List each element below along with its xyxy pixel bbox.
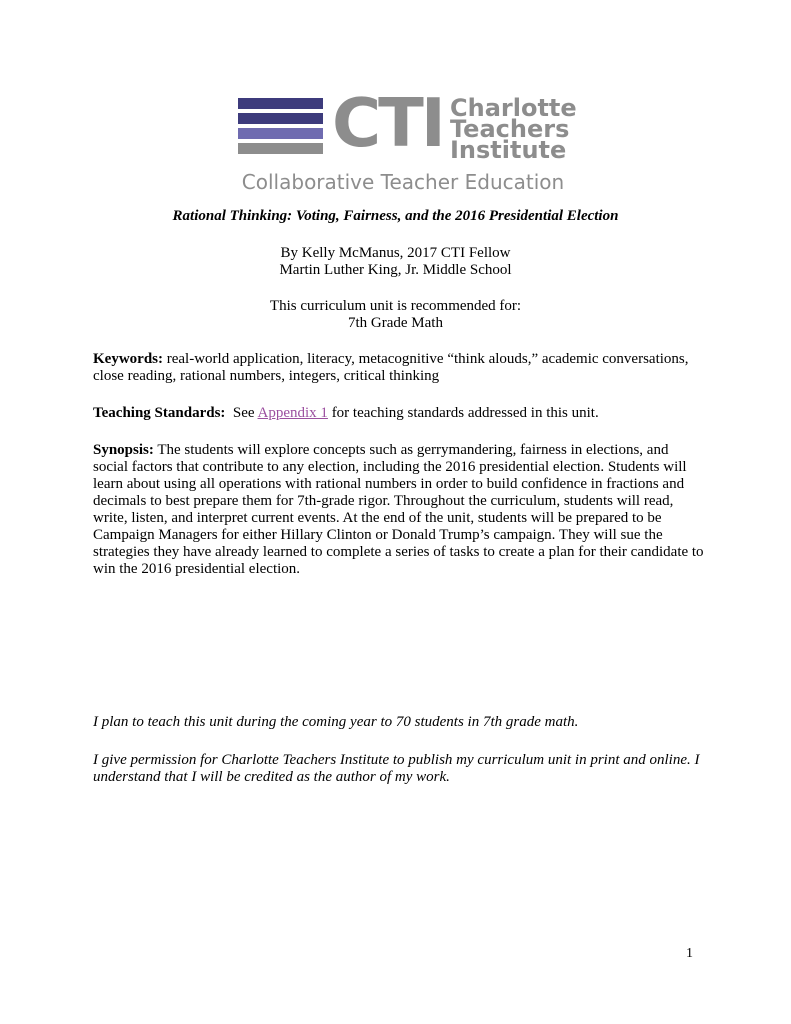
teaching-standards-paragraph [93, 405, 705, 422]
synopsis-label: Synopsis: [93, 442, 154, 458]
recommended-value: 7th Grade Math [348, 315, 443, 331]
permission-statement: I give permission for Charlotte Teachers Institute to publish my curriculum unit in print and online. I understand that I will be credited as the author of my work. [93, 752, 700, 785]
logo-mark: CTI [332, 84, 443, 162]
logo-bar-3 [238, 128, 323, 139]
keywords-paragraph [93, 351, 705, 385]
synopsis-text: The students will explore concepts such as gerrymandering, fairness in elections, and social factors that contribute to any election, including the 2016 presidential election. Students will learn about using all operations with rational numbers in order to build confidence in fractions and decimals to best prepare them for 7th-grade rigor. Throughout the curriculum, students will read, write, listen, and interpret current events. At the end of the unit, students will be prepared to be Campaign Managers for either Hillary Clinton or Donald Trump’s campaign. They will sue the strategies they have already learned to complete a series of tasks to create a plan for their candidate to win the 2016 presidential election. [93, 442, 704, 577]
keywords-label: Keywords: [93, 351, 163, 367]
teaching-standards-prefix: See [232, 405, 255, 421]
plan-statement: I plan to teach this unit during the coming year to 70 students in 7th grade math. [93, 714, 579, 730]
keywords-text: real-world application, literacy, metacognitive “think alouds,” academic conversations, close reading, rational numbers, integers, critical thinking [93, 351, 689, 384]
logo-bar-1 [238, 98, 323, 109]
page-number: 1 [686, 946, 693, 961]
appendix-1-link[interactable]: Appendix 1 [257, 405, 328, 421]
document-title: Rational Thinking: Voting, Fairness, and the 2016 Presidential Election [172, 208, 619, 224]
logo-tagline: Collaborative Teacher Education [241, 170, 565, 194]
cti-logo [238, 84, 577, 194]
school-line: Martin Luther King, Jr. Middle School [279, 262, 512, 278]
synopsis-paragraph [93, 442, 705, 578]
recommended-label: This curriculum unit is recommended for: [269, 298, 522, 314]
logo-bar-2 [238, 113, 323, 124]
teaching-standards-label: Teaching Standards: [93, 405, 226, 421]
logo-name-line-3: Institute [450, 136, 567, 164]
author-line: By Kelly McManus, 2017 CTI Fellow [280, 245, 511, 261]
logo-name-line-2: Teachers [450, 115, 570, 143]
teaching-standards-suffix: for teaching standards addressed in this unit. [331, 405, 599, 421]
logo-name-line-1: Charlotte [450, 94, 577, 122]
logo-bar-4 [238, 143, 323, 154]
